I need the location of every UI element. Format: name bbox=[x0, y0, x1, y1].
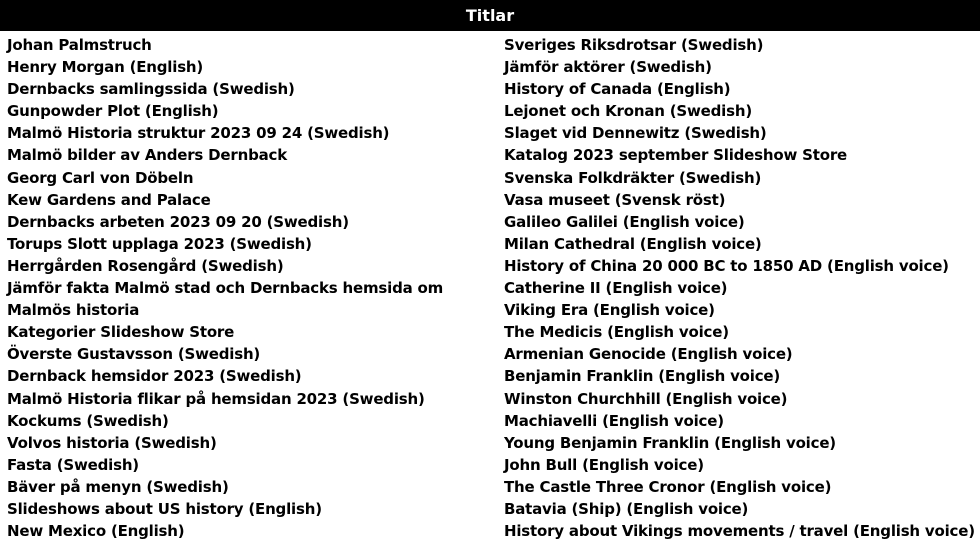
header-title: Titlar bbox=[465, 6, 515, 25]
title-list-item[interactable]: Catherine II (English voice) bbox=[504, 279, 728, 298]
title-list-item[interactable]: Jämför fakta Malmö stad och Dernbacks hemsida om Malmös historia bbox=[7, 279, 444, 320]
title-list-item[interactable]: Dernbacks samlingssida (Swedish) bbox=[7, 80, 295, 99]
title-list-item[interactable]: Fasta (Swedish) bbox=[7, 455, 139, 474]
title-list-item[interactable]: Kockums (Swedish) bbox=[7, 411, 169, 430]
title-list-item[interactable]: Lejonet och Kronan (Swedish) bbox=[504, 102, 752, 121]
title-list-item[interactable]: Armenian Genocide (English voice) bbox=[504, 345, 793, 364]
title-list-item[interactable]: Bäver på menyn (Swedish) bbox=[7, 477, 229, 496]
title-list-item[interactable]: Milan Cathedral (English voice) bbox=[504, 234, 762, 253]
title-list-item[interactable]: Sveriges Riksdrotsar (Swedish) bbox=[504, 36, 764, 54]
title-list-item[interactable]: Benjamin Franklin (English voice) bbox=[504, 367, 781, 386]
title-list-item[interactable]: Malmö Historia struktur 2023 09 24 (Swedish) bbox=[7, 124, 390, 143]
title-list-item[interactable]: John Bull (English voice) bbox=[504, 455, 704, 474]
right-title-list bbox=[504, 34, 978, 542]
title-list-item[interactable]: Vasa museet (Svensk röst) bbox=[504, 190, 726, 209]
title-list-item[interactable]: History of Canada (English) bbox=[504, 80, 731, 99]
title-list-item[interactable]: Machiavelli (English voice) bbox=[504, 411, 724, 430]
left-title-list bbox=[7, 34, 487, 542]
titles-header bbox=[0, 0, 980, 31]
title-list-item[interactable]: The Castle Three Cronor (English voice) bbox=[504, 477, 832, 496]
title-list-item[interactable]: Volvos historia (Swedish) bbox=[7, 433, 217, 452]
title-list-item[interactable]: History about Vikings movements / travel (English voice) bbox=[504, 522, 975, 541]
title-list-item[interactable]: Kew Gardens and Palace bbox=[7, 190, 211, 209]
title-list-item[interactable]: Winston Churchhill (English voice) bbox=[504, 389, 788, 408]
title-list-item[interactable]: Henry Morgan (English) bbox=[7, 58, 204, 77]
title-list-item[interactable]: Dernback hemsidor 2023 (Swedish) bbox=[7, 367, 302, 386]
title-list-item[interactable]: Slaget vid Dennewitz (Swedish) bbox=[504, 124, 767, 143]
title-list-item[interactable]: Slideshows about US history (English) bbox=[7, 499, 322, 518]
title-list-item[interactable]: Svenska Folkdräkter (Swedish) bbox=[504, 168, 762, 187]
title-list-item[interactable]: Jämför aktörer (Swedish) bbox=[504, 58, 712, 77]
title-list-item[interactable]: Kategorier Slideshow Store bbox=[7, 323, 235, 342]
title-list-item[interactable]: Viking Era (English voice) bbox=[504, 301, 715, 320]
title-list-item[interactable]: Katalog 2023 september Slideshow Store bbox=[504, 146, 847, 165]
title-list-item[interactable]: Torups Slott upplaga 2023 (Swedish) bbox=[7, 234, 312, 253]
title-list-item[interactable]: Young Benjamin Franklin (English voice) bbox=[504, 433, 836, 452]
title-list-item[interactable]: Batavia (Ship) (English voice) bbox=[504, 499, 749, 518]
title-list-item[interactable]: History of China 20 000 BC to 1850 AD (English voice) bbox=[504, 256, 949, 275]
title-list-item[interactable]: Herrgården Rosengård (Swedish) bbox=[7, 256, 284, 275]
title-list-item[interactable]: Johan Palmstruch bbox=[7, 36, 152, 54]
title-list-item[interactable]: Georg Carl von Döbeln bbox=[7, 168, 194, 187]
title-list-item[interactable]: The Medicis (English voice) bbox=[504, 323, 729, 342]
title-list-item[interactable]: Gunpowder Plot (English) bbox=[7, 102, 219, 121]
title-list-item[interactable]: Dernbacks arbeten 2023 09 20 (Swedish) bbox=[7, 212, 349, 231]
title-list-item[interactable]: Malmö Historia flikar på hemsidan 2023 (Swedish) bbox=[7, 389, 425, 408]
title-list-item[interactable]: Malmö bilder av Anders Dernback bbox=[7, 146, 287, 165]
title-list-item[interactable]: New Mexico (English) bbox=[7, 522, 185, 541]
title-list-item[interactable]: Överste Gustavsson (Swedish) bbox=[7, 345, 261, 364]
title-list-item[interactable]: Galileo Galilei (English voice) bbox=[504, 212, 745, 231]
